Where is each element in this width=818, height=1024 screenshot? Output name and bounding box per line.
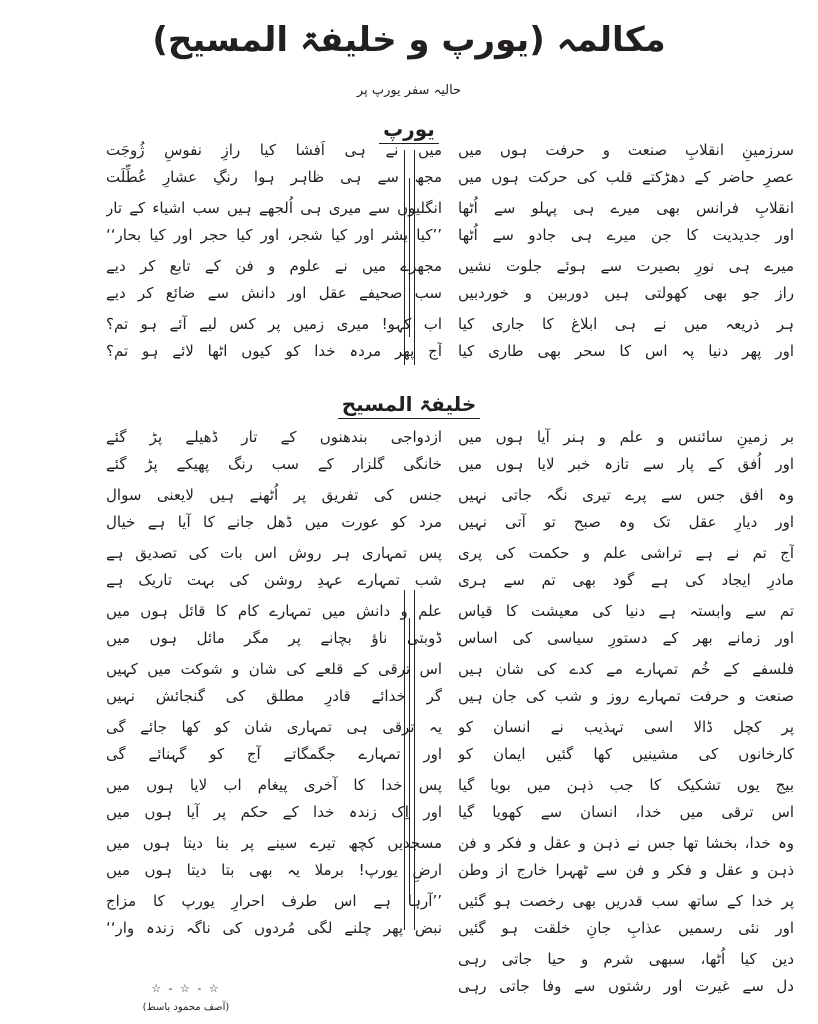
verse-line: آج پھر مردہ خدا کو کیوں اٹھا لائے ہو تم؟ — [106, 342, 442, 360]
verse-line: سرزمینِ انقلابِ صنعت و حرفت ہوں میں — [458, 141, 794, 159]
page-title: مکالمہ (یورپ و خلیفۃ المسیح) — [152, 20, 666, 60]
stanza — [458, 888, 794, 942]
column-divider-line — [404, 590, 405, 930]
verse-line: بر زمینِ سائنس و علم و ہنر آیا ہوں میں — [458, 428, 794, 446]
section-heading-khalifa-text: خلیفۃ المسیح — [338, 391, 481, 419]
verse-line: شب تمہارے عہدِ روشن کی بہت تاریک ہے — [106, 571, 442, 589]
section-heading-khalifa — [0, 391, 818, 419]
verse-line: اور زمانے بھر کے دستورِ سیاسی کی اساس — [458, 629, 794, 647]
verse-line: اور پھر دنیا پہ اس کا سحر بھی طاری کیا — [458, 342, 794, 360]
stanza — [106, 598, 442, 652]
stanza — [106, 540, 442, 594]
stanza — [458, 772, 794, 826]
column-divider-line — [404, 150, 405, 365]
verse-line: دل سے غیرت اور رشتوں سے وفا جاتی رہی — [458, 977, 794, 995]
verse-line: خانگی گلزار کے سب رنگ پھیکے پڑ گئے — [106, 455, 442, 473]
page-subtitle: حالیہ سفر یورپ پر — [356, 83, 462, 98]
verse-line: علم و دانش میں تمہارے کام کا قائل ہوں میں — [106, 602, 442, 620]
verse-line: ذہن و عقل و فکر و فن سے ٹھہرا خارج از وطن — [458, 861, 794, 879]
verse-line: اور جدیدیت کا جن میرے ہی جادو سے اُٹھا — [458, 226, 794, 244]
verse-line: ارضِ یورپ! برملا یہ بھی بتا دیتا ہوں میں — [106, 861, 442, 879]
verse-line: دین کیا اُٹھا، سبھی شرم و حیا جاتی رہی — [458, 950, 794, 968]
stanza — [458, 656, 794, 710]
stanza — [106, 424, 442, 478]
verse-line: عصرِ حاضر کے دھڑکتے قلب کی حرکت ہوں میں — [458, 168, 794, 186]
verse-line: پر کچل ڈالا اسی تہذیب نے انسان کو — [458, 718, 794, 736]
verse-line: میں نے ہی اَفشا کیا رازِ نفوسِ ژُوجَت — [106, 141, 442, 159]
khalifa-right-column — [458, 424, 794, 1000]
verse-line: فلسفے کے خُم تمہارے مے کدے کی شان ہیں — [458, 660, 794, 678]
verse-line: نبض پھر چلنے لگی مُردوں کی ناگہ زندہ وار‘‘ — [106, 919, 442, 937]
verse-line: ’’کیا بشر اور کیا شجر، اور کیا حجر اور کیا بحار‘‘ — [106, 226, 442, 244]
verse-line: پس خدا کا آخری پیغام اب لایا ہوں میں — [106, 776, 442, 794]
europe-right-column — [458, 137, 794, 365]
verse-line: تم سے وابستہ ہے دنیا کی معیشت کا قیاس — [458, 602, 794, 620]
stanza — [106, 772, 442, 826]
verse-line: مادرِ ایجاد کی ہے گود بھی تم سے ہری — [458, 571, 794, 589]
verse-line: مجھ سے ہی ظاہر ہوا رنگِ عشارِ عُطِّلَت — [106, 168, 442, 186]
verse-line: انگلیوں سے میری ہی اُلجھے ہیں سب اشیاء کے تار — [106, 199, 442, 217]
stanza — [458, 946, 794, 1000]
europe-left-column — [106, 137, 442, 365]
verse-line: انقلابِ فرانس بھی میرے ہی پہلو سے اُٹھا — [458, 199, 794, 217]
verse-line: یہ ترقی ہی تمہاری شان کو کھا جائے گی — [106, 718, 442, 736]
verse-line: وہ خدا، بخشا تھا جس نے ذہن و عقل و فکر و فن — [458, 834, 794, 852]
verse-line: اور اِک زندہ خدا کے حکم پر آیا ہوں میں — [106, 803, 442, 821]
verse-line: کارخانوں کی مشینیں کھا گئیں ایمان کو — [458, 745, 794, 763]
verse-line: جنس کی تفریق پر اُٹھنے ہیں لایعنی سوال — [106, 486, 442, 504]
verse-line: راز جو بھی کھولتی ہیں دوربین و خوردبیں — [458, 284, 794, 302]
stanza — [458, 540, 794, 594]
verse-line: اب کہو! میری زمیں پر کس لیے آئے ہو تم؟ — [106, 315, 442, 333]
ornament-separator: ☆ - ☆ - ☆ — [151, 982, 221, 995]
verse-line: اور اُفق کے پار سے تازہ خبر لایا ہوں میں — [458, 455, 794, 473]
stanza — [106, 888, 442, 942]
stanza — [458, 830, 794, 884]
verse-line: اس ترقی میں خدا، انسان سے کھویا گیا — [458, 803, 794, 821]
stanza — [106, 656, 442, 710]
stanza — [458, 195, 794, 249]
verse-line: بیج یوں تشکیک کا جب ذہن میں بویا گیا — [458, 776, 794, 794]
stanza — [106, 830, 442, 884]
section-heading-europe-text: یورپ — [379, 116, 439, 144]
stanza — [106, 482, 442, 536]
stanza — [458, 714, 794, 768]
stanza — [106, 253, 442, 307]
stanza — [458, 137, 794, 191]
column-divider-line — [414, 590, 415, 930]
stanza — [458, 311, 794, 365]
author-credit: (آصف محمود باسط) — [142, 1002, 230, 1013]
verse-line: ’’آرہا ہے اس طرف احرارِ یورپ کا مزاج — [106, 892, 442, 910]
verse-line: ڈوبتی ناؤ بچانے پر مگر مائل ہوں میں — [106, 629, 442, 647]
stanza — [106, 714, 442, 768]
verse-line: وہ افق جس سے پرے تیری نگہ جاتی نہیں — [458, 486, 794, 504]
verse-line: آج تم نے ہے تراشی علم و حکمت کی پری — [458, 544, 794, 562]
verse-line: پر خدا کے ساتھ سب قدریں بھی رخصت ہو گئیں — [458, 892, 794, 910]
column-divider-line — [414, 150, 415, 365]
verse-line: اس ترقی کے قلعے کی شان و شوکت میں کہیں — [106, 660, 442, 678]
stanza — [458, 253, 794, 307]
verse-line: ازدواجی بندھنوں کے تار ڈھیلے پڑ گئے — [106, 428, 442, 446]
verse-line: سب صحیفے عقل اور دانش سے ضائع کر دیے — [106, 284, 442, 302]
stanza — [458, 482, 794, 536]
stanza — [106, 195, 442, 249]
verse-line: اور دیارِ عقل تک وہ صبح تو آتی نہیں — [458, 513, 794, 531]
stanza — [458, 598, 794, 652]
verse-line: ہر ذریعہ میں نے ہی ابلاغ کا جاری کیا — [458, 315, 794, 333]
verse-line: اور تمہارے جگمگاتے آج کو گہنائے گی — [106, 745, 442, 763]
column-divider-line — [409, 618, 410, 902]
stanza — [458, 424, 794, 478]
verse-line: میرے ہی نورِ بصیرت سے ہوئے جلوت نشیں — [458, 257, 794, 275]
khalifa-left-column — [106, 424, 442, 942]
stanza — [106, 137, 442, 191]
verse-line: صنعت و حرفت تمہارے روز و شب کی جان ہیں — [458, 687, 794, 705]
verse-line: مسجدیں کچھ تیرے سینے پر بنا دیتا ہوں میں — [106, 834, 442, 852]
verse-line: اور نئی رسمیں عذابِ جانِ خلقت ہو گئیں — [458, 919, 794, 937]
stanza — [106, 311, 442, 365]
verse-line: گر خدائے قادرِ مطلق کی گنجائش نہیں — [106, 687, 442, 705]
verse-line: مرد کو عورت میں ڈھل جانے کا آیا ہے خیال — [106, 513, 442, 531]
verse-line: پس تمہاری ہر روش اس بات کی تصدیق ہے — [106, 544, 442, 562]
column-divider-line — [409, 178, 410, 337]
verse-line: مجھرے میں نے علوم و فن کے تابع کر دیے — [106, 257, 442, 275]
